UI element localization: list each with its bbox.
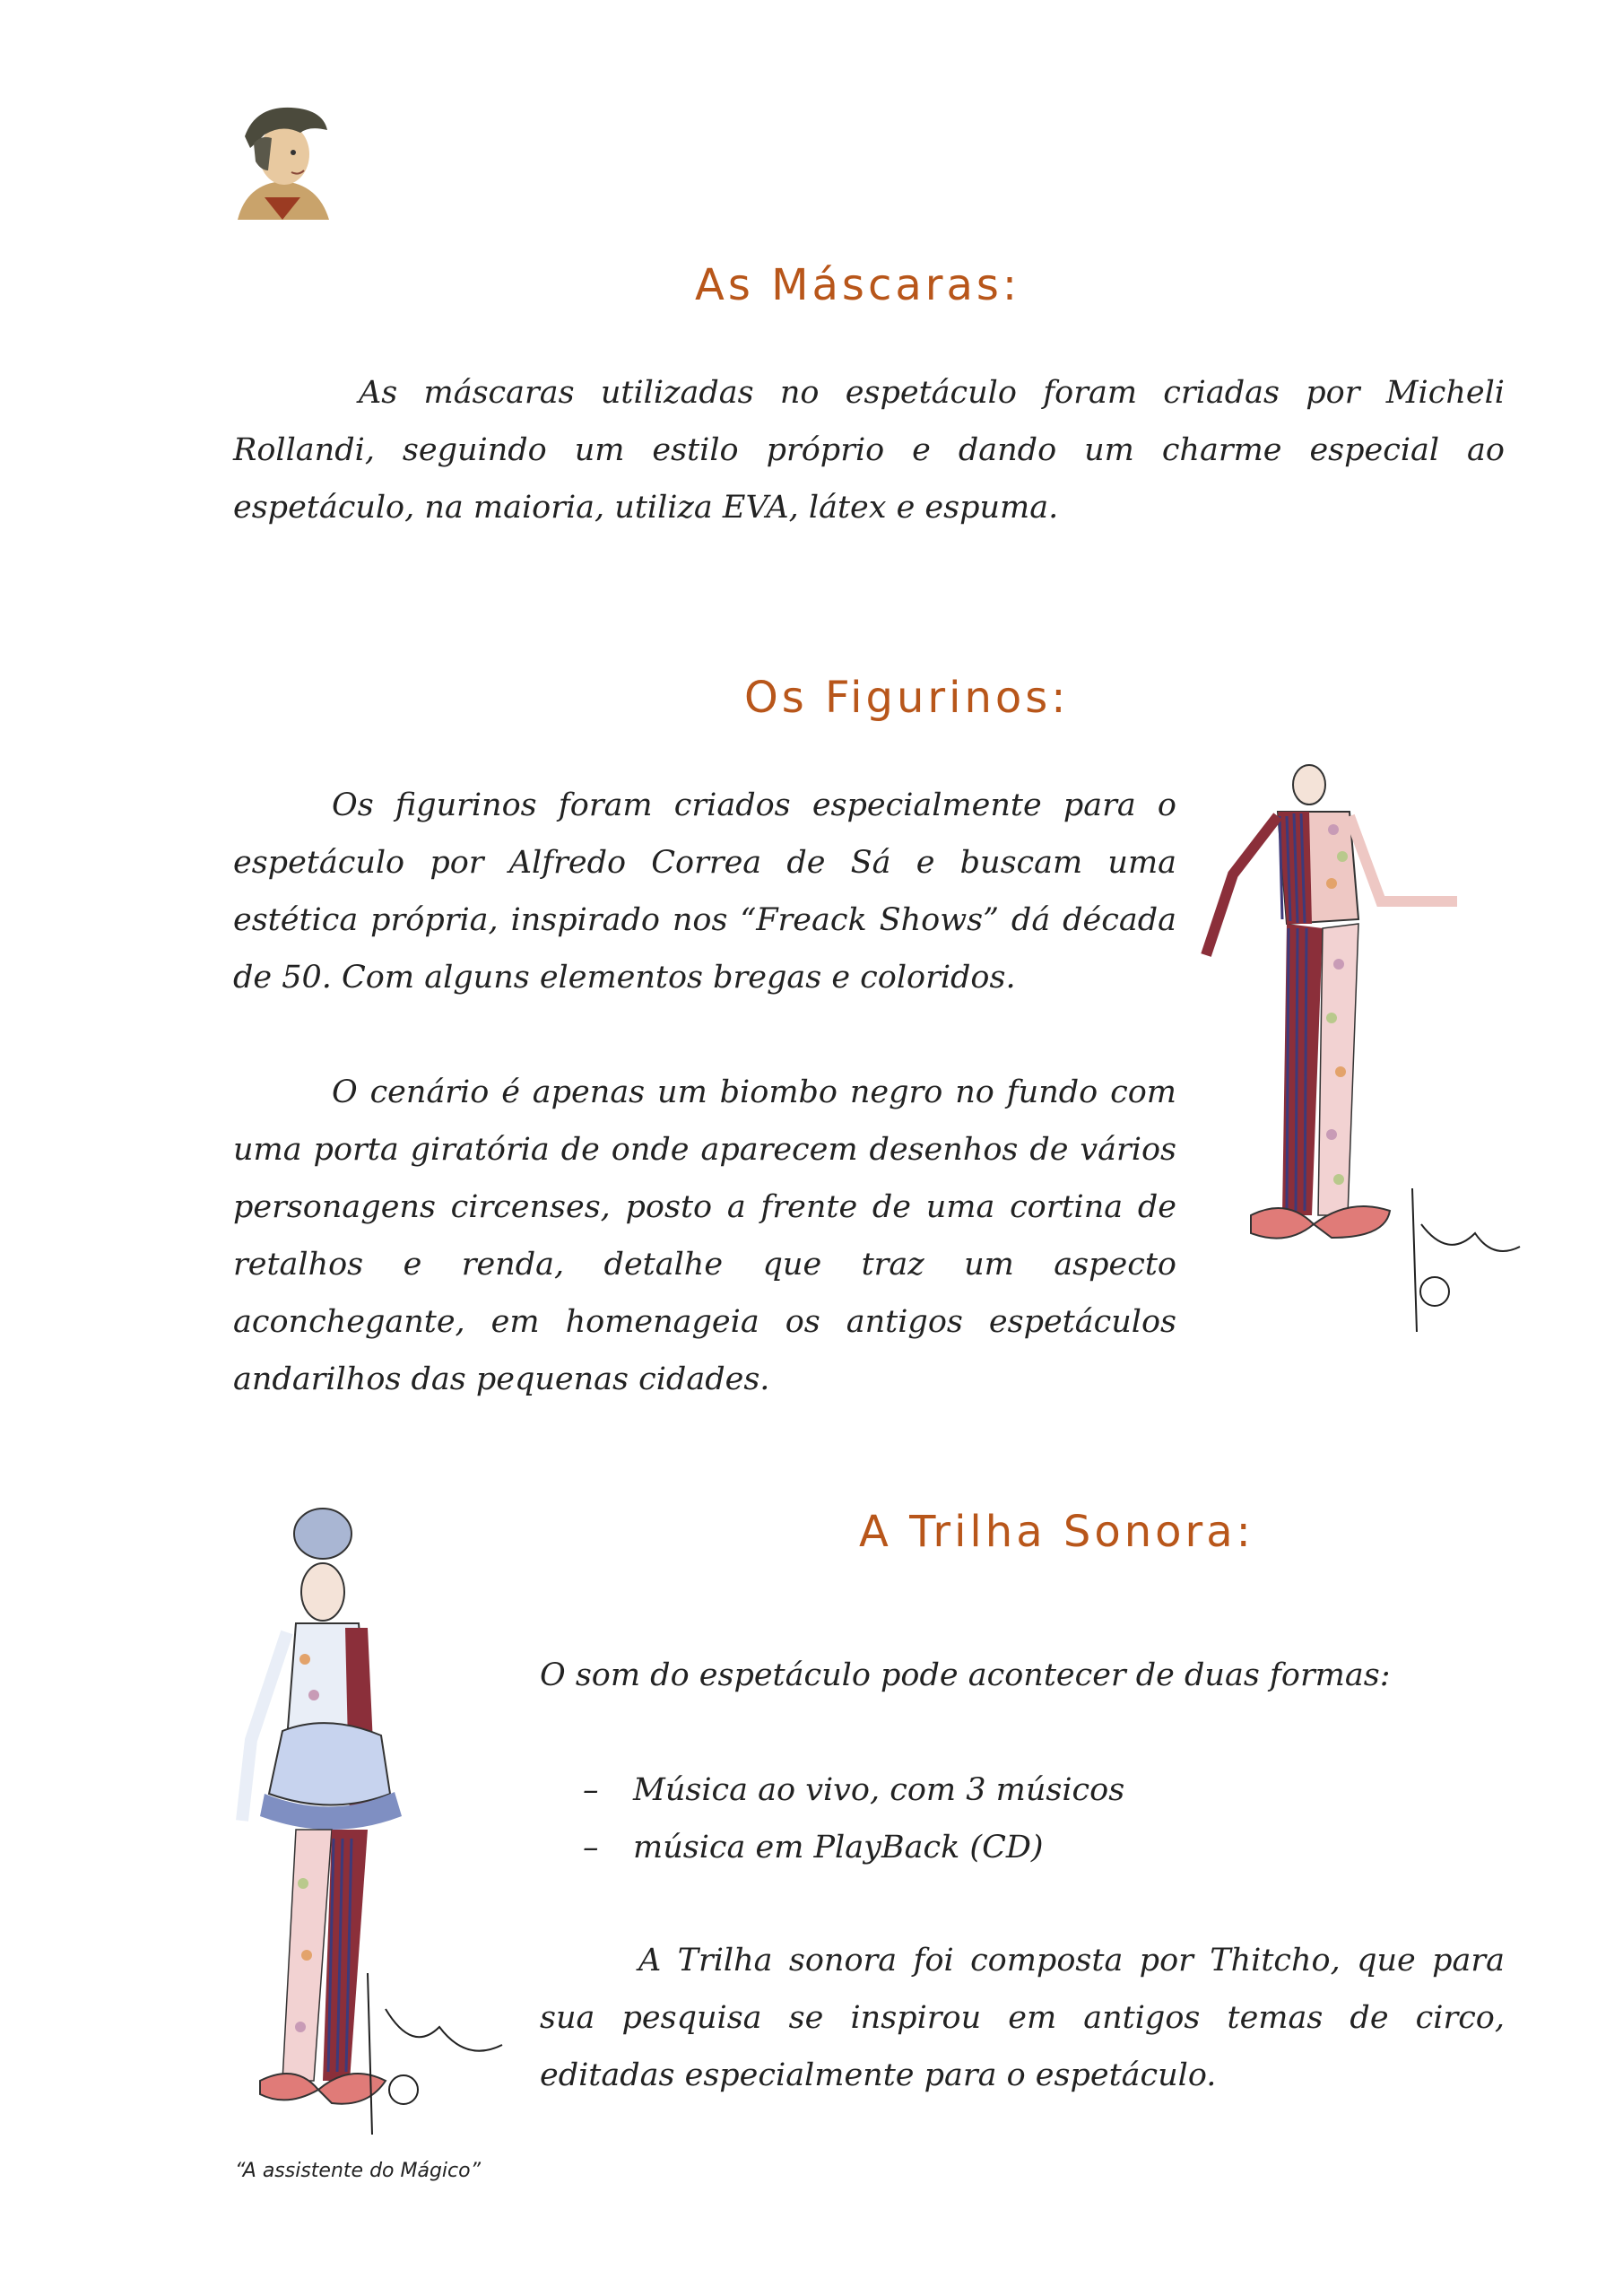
cenario-paragraph bbox=[233, 1064, 1176, 1408]
portrait-logo bbox=[229, 99, 336, 224]
costume-sketch-assistant bbox=[233, 1507, 520, 2135]
heading-trilha: A Trilha Sonora: bbox=[859, 1507, 1254, 1557]
list-item-text: música em PlayBack (CD) bbox=[633, 1830, 1044, 1866]
mascaras-text: As máscaras utilizadas no espetáculo foram criadas por Micheli Rollandi, seguindo um estilo próprio e dando um charme especial ao espetáculo, na maioria, utiliza EVA, látex e espuma. bbox=[233, 375, 1505, 526]
dash-bullet: – bbox=[583, 1772, 599, 1808]
trilha-intro bbox=[540, 1647, 1505, 1704]
figurinos-text: Os figurinos foram criados especialmente para o espetáculo por Alfredo Correa de Sá e buscam uma estética própria, inspirado nos “Freack Shows” dá década de 50. Com alguns elementos bregas e coloridos. bbox=[233, 787, 1176, 996]
cenario-text: O cenário é apenas um biombo negro no fundo com uma porta giratória de onde aparecem desenhos de vários personagens circenses, posto a frente de uma cortina de retalhos e renda, detalhe que traz um aspecto aconchegante, em homenageia os antigos espetáculos andarilhos das pequenas cidades. bbox=[233, 1074, 1176, 1397]
list-item-text: Música ao vivo, com 3 músicos bbox=[633, 1772, 1125, 1808]
heading-figurinos: Os Figurinos: bbox=[744, 673, 1070, 723]
image-caption: “A assistente do Mágico” bbox=[235, 2160, 481, 2182]
trilha-list bbox=[583, 1761, 1480, 1876]
list-item bbox=[583, 1819, 1480, 1876]
trilha-paragraph bbox=[540, 1932, 1505, 2104]
figurinos-paragraph-1 bbox=[233, 777, 1176, 1006]
mascaras-paragraph bbox=[233, 364, 1505, 536]
trilha-intro-text: O som do espetáculo pode acontecer de duas formas: bbox=[540, 1657, 1391, 1693]
list-item bbox=[583, 1761, 1480, 1819]
costume-sketch-figure bbox=[1197, 758, 1529, 1332]
heading-mascaras: As Máscaras: bbox=[695, 260, 1021, 310]
trilha-text: A Trilha sonora foi composta por Thitcho, que para sua pesquisa se inspirou em antigos temas de circo, editadas especialmente para o espetáculo. bbox=[540, 1943, 1505, 2093]
dash-bullet: – bbox=[583, 1830, 599, 1866]
